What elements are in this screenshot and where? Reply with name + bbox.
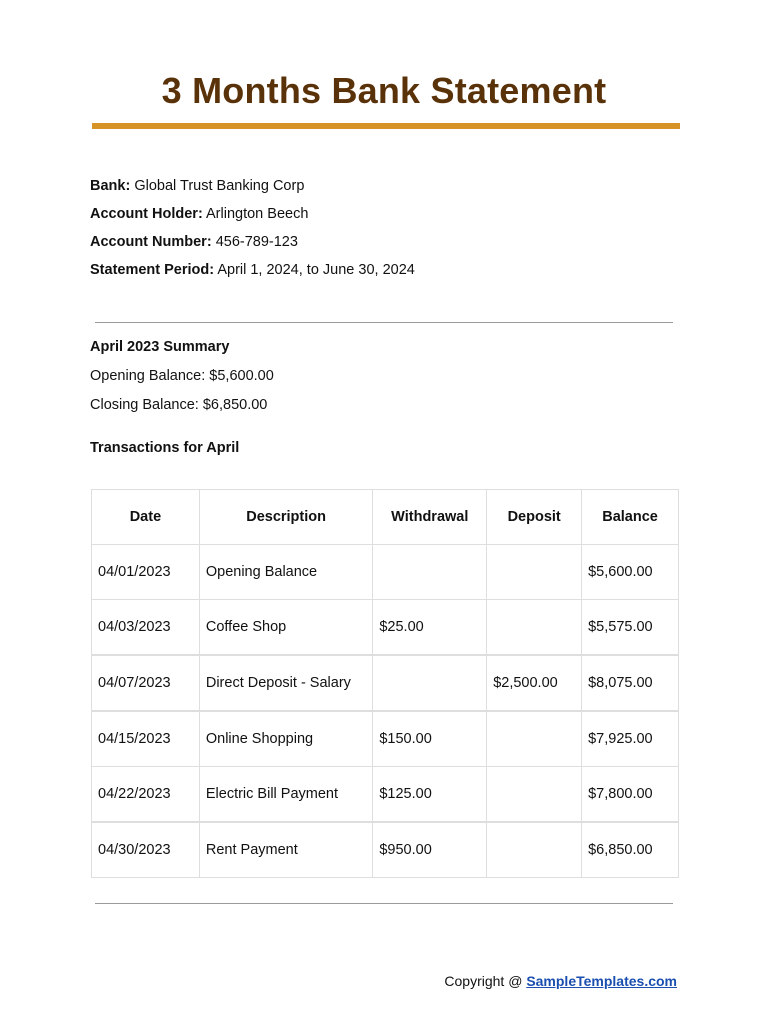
- cell-description: Direct Deposit - Salary: [199, 655, 373, 711]
- table-header-row: [92, 490, 679, 545]
- cell-withdrawal: $125.00: [373, 767, 487, 823]
- cell-deposit: [487, 711, 582, 767]
- summary-heading: April 2023 Summary: [90, 339, 230, 355]
- info-label: Account Holder:: [90, 206, 203, 222]
- cell-deposit: [487, 767, 582, 823]
- info-row-bank: [90, 176, 415, 204]
- cell-description: Rent Payment: [199, 822, 373, 878]
- cell-description: Electric Bill Payment: [199, 767, 373, 823]
- page-title: 3 Months Bank Statement: [161, 70, 607, 111]
- info-label: Account Number:: [90, 234, 212, 250]
- cell-balance: $5,575.00: [582, 600, 679, 656]
- cell-description: Opening Balance: [199, 545, 373, 600]
- info-label: Statement Period:: [90, 262, 215, 278]
- cell-deposit: [487, 545, 582, 600]
- closing-balance: Closing Balance: $6,850.00: [90, 397, 268, 413]
- info-row-account-holder: [90, 204, 415, 232]
- table-row: [92, 545, 679, 600]
- cell-balance: $5,600.00: [582, 545, 679, 600]
- sampletemplates-link[interactable]: SampleTemplates.com: [526, 973, 677, 989]
- transactions-table: [91, 489, 679, 878]
- cell-deposit: $2,500.00: [487, 655, 582, 711]
- copyright-footer: [444, 973, 677, 989]
- monthly-summary: [90, 337, 274, 424]
- opening-balance: Opening Balance: $5,600.00: [90, 368, 274, 384]
- info-value: Global Trust Banking Corp: [134, 178, 305, 194]
- info-label: Bank:: [90, 178, 131, 194]
- cell-withdrawal: $150.00: [373, 711, 487, 767]
- cell-withdrawal: [373, 545, 487, 600]
- table-row: [92, 767, 679, 823]
- cell-balance: $6,850.00: [582, 822, 679, 878]
- cell-description: Online Shopping: [199, 711, 373, 767]
- section-divider: [95, 322, 673, 323]
- cell-balance: $7,925.00: [582, 711, 679, 767]
- cell-date: 04/15/2023: [92, 711, 200, 767]
- info-value: April 1, 2024, to June 30, 2024: [217, 262, 415, 278]
- info-row-account-number: [90, 232, 415, 260]
- table-row: [92, 711, 679, 767]
- cell-date: 04/30/2023: [92, 822, 200, 878]
- column-header-date: Date: [92, 490, 200, 545]
- info-value: 456-789-123: [215, 234, 298, 250]
- column-header-description: Description: [199, 490, 373, 545]
- cell-balance: $7,800.00: [582, 767, 679, 823]
- cell-description: Coffee Shop: [199, 600, 373, 656]
- cell-date: 04/07/2023: [92, 655, 200, 711]
- footer-divider: [95, 903, 673, 904]
- column-header-withdrawal: Withdrawal: [373, 490, 487, 545]
- cell-withdrawal: $950.00: [373, 822, 487, 878]
- cell-date: 04/01/2023: [92, 545, 200, 600]
- info-value: Arlington Beech: [206, 206, 309, 222]
- table-row: [92, 600, 679, 656]
- cell-date: 04/22/2023: [92, 767, 200, 823]
- table-row: [92, 822, 679, 878]
- table-row: [92, 655, 679, 711]
- copyright-text: Copyright @: [444, 973, 527, 989]
- column-header-deposit: Deposit: [487, 490, 582, 545]
- cell-deposit: [487, 822, 582, 878]
- cell-withdrawal: $25.00: [373, 600, 487, 656]
- cell-deposit: [487, 600, 582, 656]
- column-header-balance: Balance: [582, 490, 679, 545]
- cell-balance: $8,075.00: [582, 655, 679, 711]
- title-underline: [92, 123, 680, 129]
- cell-withdrawal: [373, 655, 487, 711]
- account-info: [90, 176, 415, 288]
- cell-date: 04/03/2023: [92, 600, 200, 656]
- transactions-heading: Transactions for April: [90, 440, 240, 456]
- info-row-statement-period: [90, 260, 415, 288]
